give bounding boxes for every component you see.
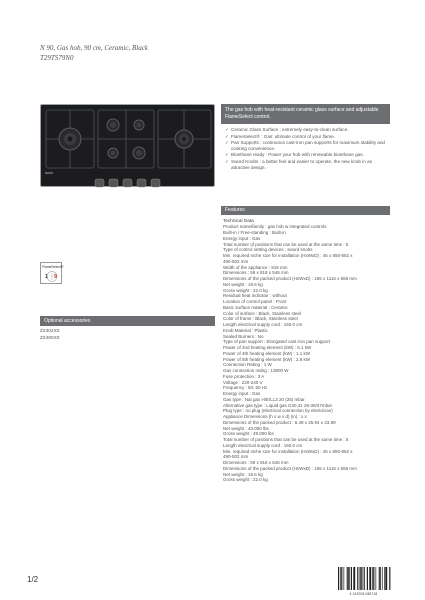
spec-line: Location of control panel : Front [223,299,287,305]
barcode-bar [382,567,383,590]
spec-line: Power of 2nd heating element (kW) : 6.1 kW [223,345,312,351]
barcode-image [336,566,391,591]
spec-line: Net weight : 19.6 kg [223,281,263,287]
spec-line: Min. required niche size for installation (HxWxD) : 45 x 850-852 x [223,448,353,454]
page-number: 1/2 [27,575,39,584]
barcode-bar [370,567,371,590]
badge-label: FlameSelect® [42,265,64,269]
list-item [225,159,386,170]
spec-line: Energy input : Gas [223,391,261,397]
barcode-bar [360,567,361,590]
barcode-bar [348,567,349,590]
features-body [221,218,390,483]
barcode-bar [386,567,387,590]
spec-line: Dimensions of the packed product : 6.49 x 25.94 x 43.99 [223,419,336,425]
model-number: T29TS79N0 [40,54,74,62]
spec-line: Dimensions : 59 x 918 x 546 mm [223,270,289,276]
spec-line: Type of control setting devices : sword knobs [223,247,313,253]
barcode-bar [385,567,386,590]
check-icon: ✓ [225,133,229,139]
barcode-bar [373,567,374,590]
list-item [225,127,386,133]
spec-line: Frequency : 50; 60 Hz [223,385,268,391]
check-icon: ✓ [225,140,229,146]
flameselect-badge [40,262,62,284]
barcode-bar [364,567,365,590]
barcode-bar [351,567,352,590]
barcode-bar [389,567,390,590]
spec-line: Connection Rating : 1 W [223,362,272,368]
spec-line: Product name/family : gas hob w integrated controls [223,224,327,230]
spec-line: Knob Material : Plastic [223,327,268,333]
spec-line: Dimensions : 59 x 918 x 546 mm [223,460,289,466]
spec-line: Gas connection rating : 13800 W [223,368,289,374]
spec-line: Sealed Burners : No [223,333,264,339]
highlight-text: Ceramic Glass Surface : extremely easy-to-clean surface. [231,127,349,132]
section-title: Technical Data [223,218,254,223]
accessory-item: Z2402X0 [40,329,60,334]
highlight-text: Bioethane ready : Power your hob with renewable bioethane gas. [231,152,364,158]
spec-line: Gas type : Nat gas H/E/LL3 20 (25) mbar [223,396,305,402]
barcode-bar [340,567,341,590]
list-item [225,152,386,158]
barcode-bar [344,567,345,590]
product-title: N 90, Gas hob, 90 cm, Ceramic, Black [40,44,148,52]
spec-line: 490-502 mm [223,258,249,264]
spec-line: Power of 5th heating element (kW) : 2.8 kW [223,356,311,362]
barcode-bar [338,567,339,590]
knob-row [93,175,165,185]
product-image [40,104,215,187]
features-heading: Features [221,206,390,215]
spec-line: Color of frame : Black, Stainless steel [223,316,298,322]
spec-line: Residual heat indicator : without [223,293,287,299]
spec-line: Length electrical supply cord : 150.0 cm [223,442,303,448]
spec-line: Length electrical supply cord : 150.0 cm [223,322,303,328]
spec-line: Total number of positions that can be used at the same time : 5 [223,437,349,443]
barcode-bar [362,567,363,590]
highlights-heading: The gas hob with heat-resistant ceramic glass surface and adjustable FlameSelect control. [221,104,390,124]
check-icon: ✓ [225,158,229,164]
barcode-bar [369,567,370,590]
spec-line: Energy input : Gas [223,235,261,241]
spec-line: Dimensions of the packed product (HxWxD) : 165 x 1116 x 659 mm [223,276,357,282]
barcode-bar [357,567,358,590]
highlight-text: Pan Supports : continuous cast-iron pan supports for maximum stability and cooking convenience. [231,140,385,151]
spec-line: Gross weight : 49.000 lbs [223,431,274,437]
spec-line: Voltage : 220-240 V [223,379,263,385]
spec-line: Appliance Dimensions (h x w x d) (in) : x x [223,414,307,420]
spec-line: Power of 4th heating element (kW) : 1.1 kW [223,350,311,356]
badge-max: 9 [54,274,57,280]
spec-line: Fuse protection : 3 A [223,373,265,379]
highlights-panel [221,104,390,188]
barcode-bar [353,567,354,590]
highlight-text: FlameSelect® : Gas: ultimate control of your flame. [231,133,335,139]
barcode-bar [384,567,385,590]
spec-line: Basic surface material : Ceramic [223,304,288,310]
spec-line: Min. required niche size for installation (HxWxD) : 45 x 850-852 x [223,253,353,259]
badge-min: 1 [45,274,48,280]
barcode-bar [379,567,380,590]
check-icon: ✓ [225,152,229,158]
spec-line: Dimensions of the packed product (HxWxD) : 165 x 1116 x 659 mm [223,465,357,471]
spec-line: Built-in / Free-standing : Built-in [223,230,286,236]
barcode-bar [367,567,368,590]
spec-line: Color of surface : Black, Stainless steel [223,310,302,316]
barcode-bar [380,567,381,590]
list-item [225,140,386,151]
spec-line: Alternative gas type : Liquid gas G30,31 28-30/37mbar [223,402,333,408]
highlight-text: Sword Knobs : a better feel and easier to operate, the new knob in an attractive design. [231,158,373,170]
accessory-item: Z2480X0 [40,335,60,341]
barcode-bar [349,567,350,590]
barcode-bar [372,567,373,590]
spec-list [221,224,390,483]
barcode-bar [347,567,348,590]
list-item [225,134,386,140]
spec-line: Type of pan support : Elongated cast iron pan support [223,339,331,345]
check-icon: ✓ [225,127,229,132]
spec-line: Net weight : 19.6 kg [223,471,263,477]
spec-line: Plug type : no plug (electrical connection by electrician) [223,408,333,414]
barcode-bar [341,567,342,590]
spec-line: Gross weight : 22.0 kg [223,477,268,483]
spec-line: Gross weight : 22.0 kg [223,287,268,293]
barcode-number: 4 242005 088718 [349,592,378,596]
accessories-list [40,329,59,342]
barcode-bar [354,567,355,590]
spec-line: Width of the appliance : 915 mm [223,264,288,270]
highlights-list [221,124,390,170]
spec-line: 490-502 mm [223,454,249,460]
barcode-bar [376,567,377,590]
spec-line: Net weight : 43.000 lbs [223,425,269,431]
accessories-heading: Optional accessories [40,316,215,326]
spec-line: Total number of positions that can be used at the same time : 5 [223,241,349,247]
barcode-bar [360,567,361,590]
